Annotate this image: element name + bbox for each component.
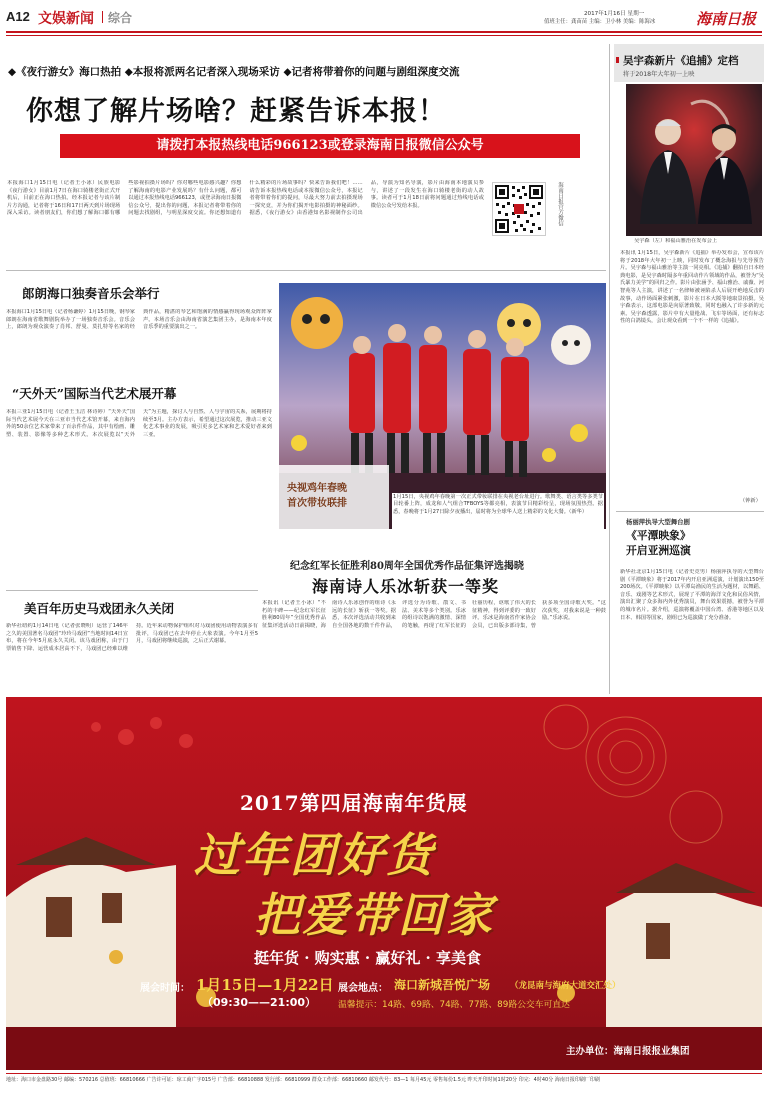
concert-headline: 郎朗海口独奏音乐会举行	[22, 286, 160, 301]
ad-slogan-2: 把爱带回家	[254, 888, 494, 942]
lead-headline: 你想了解片场啥？赶紧告诉本报！	[26, 96, 446, 127]
column-divider	[609, 44, 610, 694]
lead-kicker: ◆《夜行游女》海口热拍 ◆本报将派两名记者深入现场采访 ◆记者将带着你的问题与剧组深度交流	[8, 66, 460, 78]
second-deck: 杨丽萍执导大型舞台剧	[626, 518, 690, 526]
opera-top-rule	[6, 590, 258, 591]
ad-tagline: 挺年货 · 购实惠 · 赢好礼 · 享美食	[254, 949, 482, 967]
section-title: 文娱新闻	[38, 11, 94, 27]
right-body: 本报讯 1月15日，吴宇森新片《追捕》举办发布会，宣布该片将于2018年大年初一上映，同时发布了概念海报与先导预告片。吴宇森与福山雅治等主演一同亮相。《追捕》翻拍自日本经典电影，是吴宇森时隔多年重回动作片领域的作品，被誉为“吴氏暴力美学”的回归之作。影片由张涵予、福山雅治、戚薇、河智苑等人主演，讲述了一名律师被诬陷杀人后展开绝地反击的故事，动作场面紧张刺激，影片在日本大阪等地取景拍摄。吴宇森表示，这部电影是向原著致敬，同时也融入了许多新的元素。吴宇森透露，影片中有大量枪战、飞车等场面，还有标志性的白鸽镜头，会让观众看到一个不一样的《追捕》。	[620, 250, 764, 325]
date-line: 2017年1月16日 星期一	[584, 11, 645, 17]
lead-banner	[60, 134, 580, 158]
gala-caption: 1月15日，央视鸡年春晚第一次正式带妆联排在央视老台址进行。歌舞类、语言类等多类节目轮番上阵，成龙和人气组合TFBOYS等都亮相，表演节目精彩纷呈，现场氛围热烈。据悉，春晚将于1月27日除夕夜播出，届时将为全球华人送上精彩的文化大餐。（新华）	[392, 493, 604, 529]
ad-time-value: 1月15日—1月22日	[196, 976, 334, 994]
footer-text: 地址：海口市金盘路30号 邮编：570216 总值班：66810666 广告许可证：琼工商广字015号 广告部：66810888 发行部：66810999 群众工作部：66810660 邮发代号：83—1 每月45元 零售每份1.5元 昨天开印时间1时20分 印完：4时40分 海南日报印刷厂印刷	[6, 1077, 600, 1083]
ad-time-label: 展会时间：	[140, 983, 190, 994]
right-headline: 吴宇森新片《追捕》定档	[623, 55, 739, 67]
right-deck: 将于2018年大年初一上映	[623, 71, 695, 78]
right-header-box	[614, 44, 764, 82]
lead-banner-text: 请拨打本报热线电话966123或登录海南日报微信公众号	[156, 138, 484, 153]
ad-sponsor: 主办单位：海南日报报业集团	[566, 1046, 690, 1057]
ad-bus-note: 温馨提示：14路、69路、74路、77路、89路公交车可直达	[338, 1000, 570, 1010]
ad-slogan-1: 过年团好货	[194, 828, 434, 882]
qr-code	[492, 182, 546, 236]
award-headline: 海南诗人乐冰斩获一等奖	[312, 577, 500, 596]
second-headline: 《平潭映象》 开启亚洲巡演	[626, 529, 691, 557]
right-byline: （钟新）	[740, 498, 761, 504]
qr-label: 海南日报官方微信	[557, 182, 563, 226]
masthead-rule-thin	[6, 35, 762, 36]
award-kicker: 纪念红军长征胜利80周年全国优秀作品征集评选揭晓	[290, 561, 524, 572]
subsection-title: 综合	[108, 11, 133, 25]
lead-bottom-rule	[6, 270, 606, 271]
editors-line: 值班主任：龚苗苗 主编：卫小林 美编：陈海冰	[544, 19, 656, 25]
ad-place-label: 展会地点：	[338, 983, 388, 994]
right-header-mark	[616, 57, 619, 63]
concert-body: 本报海口1月15日电（记者杨谦婷）1月15日晚，钢琴家郎朗在海南省歌舞剧院举办了一场独奏音乐会。音乐会上，郎朗为观众演奏了肖邦、舒曼、莫扎特等名家的经典作品，精湛的琴艺和饱满的情感赢得现场观众阵阵掌声。本场音乐会由海南省演艺集团主办，是海南本年度音乐季的重要演出之一。	[6, 309, 272, 331]
exhibit-headline: “天外天”国际当代艺术展开幕	[12, 386, 177, 401]
ad-top-title: 2017第四届海南年货展	[240, 791, 468, 815]
ad-banner	[6, 697, 762, 1070]
opera-body: 新华社纽约1月14日电（记者张晓明）运营了146年之久的美国著名马戏团“玲玲马戏团”当地时间14日宣布，将在今年5月底永久关闭。该马戏团称，由于门票销售下降、运营成本居高不下，马戏团已经难以维持。近年来动物保护组织对马戏团使用动物表演多有批评，马戏团已在去年停止大象表演。今年1月至5月，马戏团将继续巡演，之后正式谢幕。	[6, 623, 258, 652]
masthead-rule	[6, 31, 762, 33]
wuyusen-photo	[626, 84, 762, 236]
page-number: A12	[6, 9, 30, 24]
award-body: 本报讯（记者王小冰）“不朽的丰碑——纪念红军长征胜利80周年”全国优秀作品征集评选活动日前揭晓，海南诗人乐冰创作的组诗《永远的长征》斩获一等奖。据悉，本次评选活动共收到来自全国各地的数千件作品，评选分为诗歌、散文、书法、美术等多个类别。乐冰的组诗以饱满的激情、深情的笔触，再现了红军长征的壮丽历程，讴歌了伟大的长征精神，得到评委的一致好评。乐冰是海南省作家协会会员，已出版多部诗集，曾获多项全国诗歌大奖。“这次获奖，对我来说是一种鼓励。”乐冰说。	[262, 600, 606, 629]
opera-headline: 美百年历史马戏团永久关闭	[24, 601, 175, 616]
lead-body: 本报海口1月15日电（记者王小冰）民族电影《夜行游女》目前1月7日在海口骑楼老街正式开机后，目前正在海口热拍。经本报记者与该片制片方沟通，记者将于16日和17日两天到片场现场深入采访。读者朋友们，你们想了解海口都有哪些影视拍摄片场吗？你对哪些电影感兴趣？你想了解海南的电影产业发展吗？有什么问题，都可以通过本报热线电话966123，或登录海南日报微信公众号，提出你的问题，本报记者将带着你的问题去找剧组，与明星深度交流。你还想知道有什么精彩的片场故事吗？快来告诉我们吧！……请告诉本报热线电话或本报微信公众号，本报记者将带着你们的提问，尽最大努力前去拍摄现场一探究竟，并为你们揭开电影拍摄的神秘面纱。据悉，《夜行游女》由香港知名影视制作公司出品，导演为知名导演，影片由海南本地演员参与，讲述了一段发生在海口骑楼老街的动人故事。读者可于1月18日前将问题通过热线电话或微信公众号发给本报。	[7, 180, 484, 217]
exhibit-body: 本报三亚1月15日电（记者王玉洁 林诗婷）“天外天”国际当代艺术展今天在三亚市当代艺术馆开幕，来自海内外的50余位艺术家带来了百余件作品，其中有绘画、雕塑、装置、影像等多种艺术形式。本次展览以“天外天”为主题，探讨人与自然、人与宇宙的关系，展期将持续至3月。主办方表示，希望通过这次展览，推动三亚文化艺术事业的发展，吸引更多艺术家和艺术爱好者来到三亚。	[6, 409, 272, 438]
ad-place-value: 海口新城吾悦广场	[394, 978, 491, 992]
ad-place-note: （龙昆南与海府大道交汇处）	[510, 981, 621, 991]
footer-rule	[6, 1073, 762, 1074]
right-divider	[616, 511, 764, 512]
masthead	[6, 7, 766, 31]
wuyusen-caption: 吴宇森（左）和福山雅治在发布会上	[634, 238, 718, 244]
ad-time-hours: （09:30——21:00）	[202, 996, 317, 1009]
paper-logo: 海南日报	[696, 10, 757, 28]
second-body: 新华社北京1月15日电（记者史竞男）杨丽萍执导的大型舞台剧《平潭映象》将于2017年内开启亚洲巡演，计划演出150至200场次。《平潭映象》以平潭岛渔民的生活为题材，以舞蹈、音乐、戏剧等艺术形式，展现了平潭的海洋文化和民俗风情，演出汇聚了众多海内外优秀演员，舞台效果震撼，被誉为平潭的城市名片。据介绍，巡演将覆盖中国台湾、香港等地区以及日本、韩国等国家，剧组已为巡演做了充分准备。	[620, 569, 764, 621]
section-divider	[102, 11, 103, 23]
gala-overlay-text: 央视鸡年春晚 首次带妆联排	[287, 483, 347, 509]
